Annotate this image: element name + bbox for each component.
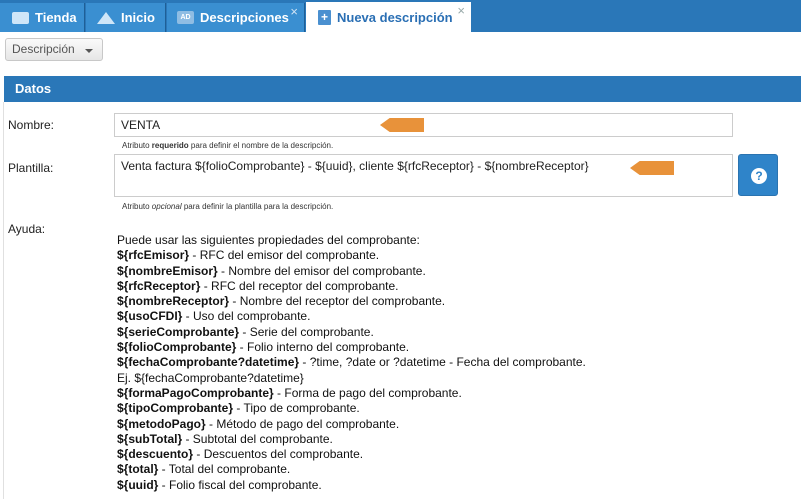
nombre-value: VENTA [121, 118, 161, 132]
help-item [117, 478, 717, 493]
toolbar [0, 32, 801, 68]
help-item [117, 432, 717, 447]
help-item-property: ${rfcEmisor} [117, 248, 190, 263]
help-item [117, 248, 717, 263]
help-item-property: ${serieComprobante} [117, 324, 240, 339]
help-item-property: ${folioComprobante} [117, 340, 237, 355]
help-item-property: ${fechaComprobante?datetime} [117, 355, 300, 370]
help-item [117, 309, 717, 324]
tab-label: Inicio [121, 10, 155, 25]
plantilla-label: Plantilla: [8, 161, 54, 175]
close-icon[interactable]: × [290, 4, 298, 19]
question-icon: ? [751, 168, 767, 184]
help-item-description: - Forma de pago del comprobante. [273, 385, 462, 400]
help-button[interactable] [738, 154, 778, 196]
help-item-description: - Método de pago del comprobante. [205, 416, 400, 431]
tab-tienda[interactable] [0, 3, 85, 32]
help-item-property: ${rfcReceptor} [117, 278, 201, 293]
help-item-property: ${total} [117, 462, 159, 477]
tab-label: Tienda [35, 10, 77, 25]
caret-down-icon [85, 49, 93, 53]
help-item [117, 355, 717, 370]
ad-icon: AD [177, 11, 194, 24]
help-item-description: - Tipo de comprobante. [233, 401, 360, 416]
help-item-description: - Folio fiscal del comprobante. [158, 477, 322, 492]
help-item-property: ${descuento} [117, 447, 194, 462]
help-item [117, 371, 717, 386]
help-item-property: ${usoCFDI} [117, 309, 183, 324]
plantilla-value: Venta factura ${folioComprobante} - ${uuid}, cliente ${rfcReceptor} - ${nombreReceptor} [121, 159, 589, 173]
help-item-property: ${uuid} [117, 477, 159, 492]
home-icon [97, 12, 115, 24]
help-item-description: - Nombre del receptor del comprobante. [229, 294, 446, 309]
plus-icon: + [318, 10, 331, 25]
help-item-description: - Serie del comprobante. [239, 324, 374, 339]
help-item [117, 462, 717, 477]
help-item-property: ${formaPagoComprobante} [117, 385, 274, 400]
help-item [117, 340, 717, 355]
help-item [117, 401, 717, 416]
tab-label: Descripciones [200, 10, 289, 25]
tab-bar [0, 0, 801, 32]
help-item-description: - Subtotal del comprobante. [182, 431, 333, 446]
nombre-hint: Atributo requerido para definir el nombre de la descripción. [122, 141, 334, 150]
tab-nueva-descripcion[interactable] [306, 2, 471, 32]
ayuda-label: Ayuda: [8, 222, 46, 236]
panel-header: Datos [4, 76, 801, 102]
help-item [117, 264, 717, 279]
help-item-property: ${tipoComprobante} [117, 401, 234, 416]
help-item-description: - Nombre del emisor del comprobante. [217, 263, 426, 278]
plantilla-hint: Atributo opcional para definir la plantilla para la descripción. [122, 202, 334, 211]
help-item-description: - ?time, ?date or ?datetime - Fecha del comprobante. [299, 355, 586, 370]
help-intro: Puede usar las siguientes propiedades del comprobante: [117, 233, 420, 247]
help-item-description: - Descuentos del comprobante. [193, 447, 364, 462]
help-item-property: ${nombreEmisor} [117, 263, 218, 278]
dropdown-label: Descripción [12, 42, 75, 56]
help-item [117, 417, 717, 432]
help-item [117, 447, 717, 462]
help-item [117, 386, 717, 401]
panel-border [3, 102, 4, 499]
help-item [117, 325, 717, 340]
help-item-property: ${nombreReceptor} [117, 294, 230, 309]
help-item-property: ${metodoPago} [117, 416, 206, 431]
help-item-description: - RFC del receptor del comprobante. [200, 278, 399, 293]
help-item-description: - RFC del emisor del comprobante. [189, 248, 380, 263]
help-item [117, 279, 717, 294]
help-list [117, 233, 717, 493]
help-item-description: - Folio interno del comprobante. [236, 340, 410, 355]
help-item-description: - Uso del comprobante. [182, 309, 311, 324]
close-icon[interactable]: × [457, 3, 465, 18]
help-item-description: Ej. ${fechaComprobante?datetime} [117, 370, 304, 385]
tab-descripciones[interactable] [167, 3, 305, 32]
store-icon [12, 12, 29, 24]
help-item [117, 294, 717, 309]
nombre-label: Nombre: [8, 118, 55, 132]
help-item-property: ${subTotal} [117, 431, 183, 446]
plantilla-textarea[interactable] [114, 154, 733, 197]
tab-inicio[interactable] [86, 3, 166, 32]
help-item-description: - Total del comprobante. [158, 462, 291, 477]
descripcion-dropdown-button[interactable] [5, 38, 103, 61]
tab-label: Nueva descripción [337, 9, 453, 25]
